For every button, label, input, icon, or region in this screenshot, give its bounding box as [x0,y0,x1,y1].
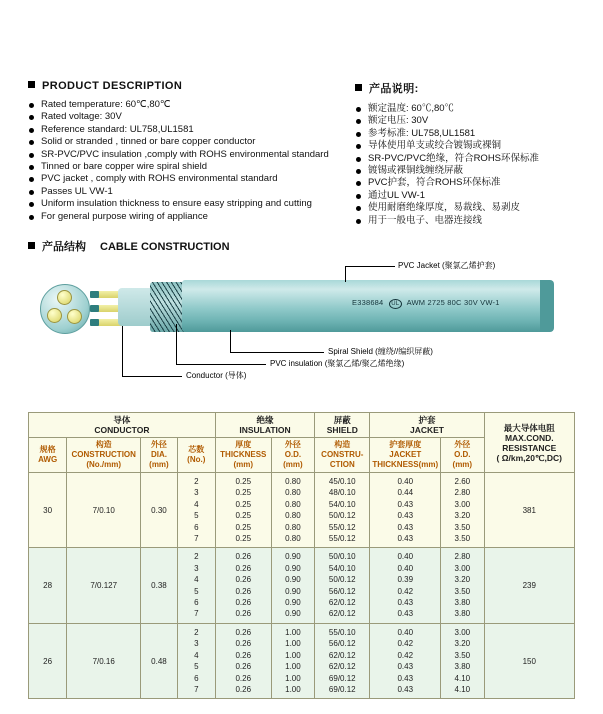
cell-ins-od: 0.80 0.80 0.80 0.80 0.80 0.80 [271,473,314,548]
col-label-en: O.D. [284,450,302,459]
group-header-en1: MAX.COND. [504,432,554,443]
table-group-header-row [29,413,575,438]
col-label-unit: THICKNESS(mm) [372,460,439,469]
col-label-en: THICKNESS [220,450,267,459]
conductor-dot-icon [57,290,72,305]
description-column-en [28,80,358,223]
conductor-tip-icon [90,319,99,326]
square-bullet-icon [28,242,35,249]
cable-cross-section-icon [40,284,90,334]
label-pvc-jacket: PVC Jacket (聚氯乙烯护套) [398,261,496,270]
cable-construction-diagram [0,258,603,398]
group-header-en: INSULATION [239,425,291,435]
col-label-en: CONSTRUCTION [71,450,136,459]
cell-resistance: 150 [484,623,574,698]
table-row [29,623,575,698]
cell-jacket-thickness: 0.40 0.42 0.42 0.43 0.43 0.43 [370,623,441,698]
cell-awg: 28 [29,548,67,623]
leader-line [122,326,123,376]
label-conductor: Conductor (导体) [186,371,247,380]
cell-dia: 0.48 [141,623,178,698]
cell-resistance: 381 [484,473,574,548]
list-item: SR-PVC/PVC insulation ,comply with ROHS environmental standard [28,149,358,161]
list-item: Uniform insulation thickness to ensure easy stripping and cutting [28,198,358,210]
cell-awg: 26 [29,623,67,698]
col-jacket-thickness [370,438,441,473]
cell-construction: 7/0.16 [67,623,141,698]
col-label-en: (No.) [187,455,206,464]
group-header-resistance [484,413,574,473]
col-label-en: O.D. [454,450,471,459]
leader-line [176,364,266,365]
cell-jacket-od: 2.80 3.00 3.20 3.50 3.80 3.80 [441,548,484,623]
col-label-cn: 规格 [39,445,56,454]
cell-ins-thickness: 0.25 0.25 0.25 0.25 0.25 0.25 [215,473,271,548]
group-header-insulation [215,413,314,438]
description-list-cn [355,103,595,227]
leader-line [230,352,324,353]
group-header-en: SHIELD [326,425,358,435]
list-item: Passes UL VW-1 [28,186,358,198]
col-ins-thickness [215,438,271,473]
list-item: 额定电压: 30V [355,115,595,127]
cell-shield: 55/0.10 56/0.12 62/0.12 62/0.12 69/0.12 69/0.12 [315,623,370,698]
list-item: Solid or stranded , tinned or bare copper conductor [28,136,358,148]
cable-rating-text: AWM 2725 80C 30V VW-1 [406,298,500,307]
col-label-cn: 护套厚度 [389,440,422,449]
section-title-text-en: CABLE CONSTRUCTION [100,241,230,253]
col-label-cn: 芯数 [188,445,205,454]
section-title-product-description [28,80,358,92]
list-item: 镀锡或裸铜线缠绕屏蔽 [355,165,595,177]
conductor-dot-icon [67,309,82,324]
col-label-cn: 外径 [454,440,471,449]
group-header-cn: 最大导体电阻 [503,422,555,433]
cell-jacket-thickness: 0.40 0.40 0.39 0.42 0.43 0.43 [370,548,441,623]
group-header-cn: 绝缘 [256,415,274,425]
cell-jacket-od: 2.60 2.80 3.00 3.20 3.50 3.50 [441,473,484,548]
group-header-en: JACKET [409,425,444,435]
cell-ins-od: 0.90 0.90 0.90 0.90 0.90 0.90 [271,548,314,623]
cell-cores: 2 3 4 5 6 7 [177,623,215,698]
table-body [29,473,575,699]
cell-construction: 7/0.127 [67,548,141,623]
list-item: SR-PVC/PVC绝缘，符合ROHS环保标准 [355,153,595,165]
cell-shield: 50/0.10 54/0.10 50/0.12 56/0.12 62/0.12 62/0.12 [315,548,370,623]
section-title-text: PRODUCT DESCRIPTION [42,80,183,92]
label-pvc-insulation: PVC insulation (聚氯乙烯/聚乙烯绝缘) [270,359,405,368]
col-label-en: JACKET [389,450,422,459]
square-bullet-icon [28,81,35,88]
list-item: PVC jacket , comply with ROHS environmental standard [28,173,358,185]
ul-logo-icon: UL [389,299,402,309]
list-item: Reference standard: UL758,UL1581 [28,124,358,136]
list-item: 参考标准: UL758,UL1581 [355,128,595,140]
square-bullet-icon [355,84,362,91]
description-column-cn [355,80,595,227]
group-header-en3: ( Ω/km,20℃,DC) [496,452,563,463]
col-dia [141,438,178,473]
list-item: Rated voltage: 30V [28,111,358,123]
col-label-cn: 构造 [334,440,351,449]
col-label-unit: (mm) [233,460,254,469]
col-awg [29,438,67,473]
list-item: 导体使用单支或绞合镀锡或裸铜 [355,140,595,152]
col-label-unit: (No./mm) [86,460,122,469]
section-title-text-cn: 产品说明: [369,83,419,95]
list-item: Tinned or bare copper wire spiral shield [28,161,358,173]
cell-jacket-thickness: 0.40 0.44 0.43 0.43 0.43 0.43 [370,473,441,548]
cell-jacket-od: 3.00 3.20 3.50 3.80 4.10 4.10 [441,623,484,698]
col-jacket-od [441,438,484,473]
col-label-unit: CTION [329,460,355,469]
table-row [29,548,575,623]
cell-dia: 0.30 [141,473,178,548]
leader-line [345,266,346,282]
list-item: 通过UL VW-1 [355,190,595,202]
group-header-shield [315,413,370,438]
conductor-tip-icon [90,291,99,298]
col-ins-od [271,438,314,473]
list-item: For general purpose wiring of appliance [28,211,358,223]
group-header-cn: 屏蔽 [333,415,351,425]
cell-awg: 30 [29,473,67,548]
leader-line [176,324,177,364]
cable-print-legend [352,298,500,309]
list-item: 使用耐磨绝缘厚度，易裁线、易剥皮 [355,202,595,214]
col-label-en: AWG [38,455,58,464]
list-item: Rated temperature: 60℃,80℃ [28,99,358,111]
conductor-dot-icon [47,308,62,323]
list-item: 额定温度: 60℃,80℃ [355,103,595,115]
conductor-tip-icon [90,305,99,312]
col-label-unit: (mm) [283,460,303,469]
leader-line [122,376,182,377]
col-construction [67,438,141,473]
description-list-en [28,99,358,223]
table-row [29,473,575,548]
cell-ins-thickness: 0.26 0.26 0.26 0.26 0.26 0.26 [215,548,271,623]
col-label-unit: (mm) [149,460,169,469]
group-header-conductor [29,413,216,438]
cell-resistance: 239 [484,548,574,623]
section-title-text-cn: 产品结构 [42,241,86,253]
col-label-en: CONSTRU- [321,450,364,459]
cell-ins-od: 1.00 1.00 1.00 1.00 1.00 1.00 [271,623,314,698]
cable-end-cap [540,280,554,332]
group-header-en: CONDUCTOR [94,425,150,435]
label-spiral-shield: Spiral Shield (缠绕//编织屏蔽) [328,347,433,356]
ul-file-number: E338684 [352,298,384,307]
leader-line [345,266,395,267]
col-label-cn: 构造 [95,440,112,449]
group-header-cn: 护套 [418,415,436,425]
specification-table [28,412,575,699]
col-label-en: DIA. [150,450,167,459]
col-shield-construction [315,438,370,473]
group-header-cn: 导体 [113,415,131,425]
cell-construction: 7/0.10 [67,473,141,548]
section-title-product-description-cn [355,80,595,96]
cell-dia: 0.38 [141,548,178,623]
group-header-jacket [370,413,484,438]
col-cores [177,438,215,473]
group-header-en2: RESISTANCE [502,442,557,453]
list-item: PVC护套，符合ROHS环保标准 [355,177,595,189]
cell-shield: 45/0.10 48/0.10 54/0.10 50/0.12 55/0.12 55/0.12 [315,473,370,548]
cell-cores: 2 3 4 5 6 7 [177,548,215,623]
cell-ins-thickness: 0.26 0.26 0.26 0.26 0.26 0.26 [215,623,271,698]
cell-cores: 2 3 4 5 6 7 [177,473,215,548]
col-label-unit: (mm) [452,460,473,469]
leader-line [230,330,231,352]
col-label-cn: 外径 [150,440,167,449]
list-item: 用于一般电子、电器连接线 [355,215,595,227]
col-label-cn: 厚度 [235,440,252,449]
section-title-cable-construction [28,238,230,254]
col-label-cn: 外径 [284,440,301,449]
